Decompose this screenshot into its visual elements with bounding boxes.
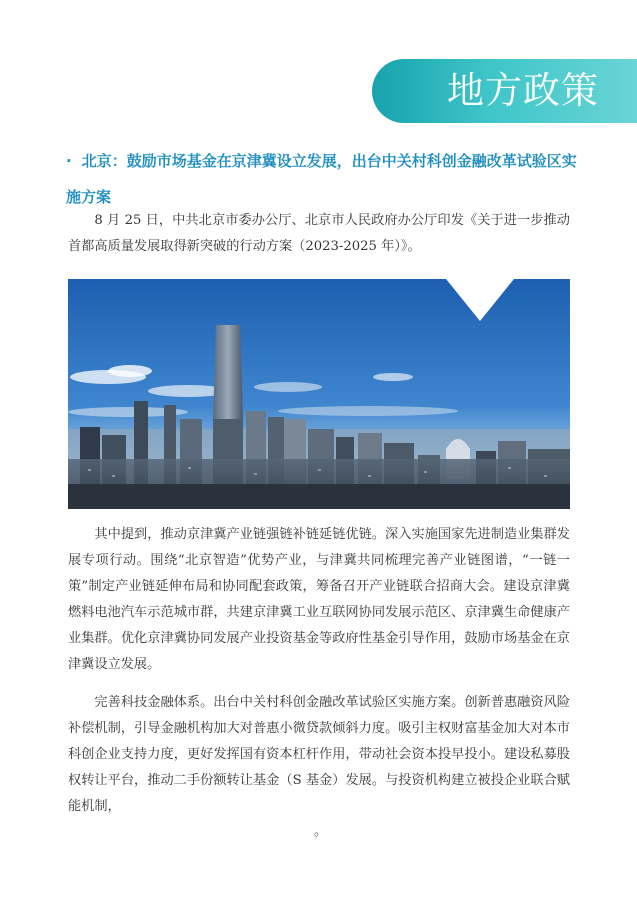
heading-bullet: · [66,152,72,170]
section-banner [372,59,637,123]
city-skyline-photo [68,279,570,509]
paragraph-intro: 8 月 25 日，中共北京市委办公厅、北京市人民政府办公厅印发《关于进一步推动首都高质量发展取得新突破的行动方案（2023-2025 年）》。 [68,213,570,254]
section-heading [66,143,586,215]
banner-title: 地方政策 [447,69,599,112]
footer-mark: 。 [314,824,328,839]
paragraph-finance: 完善科技金融体系。出台中关村科创金融改革试验区实施方案。创新普惠融资风险补偿机制，引导金融机构加大对普惠小微贷款倾斜力度。吸引主权财富基金加大对本市科创企业支持力度，更好发挥国有资本杠杆作用，带动社会资本投早投小。建设私募股权转让平台，推动二手份额转让基金（S 基金）发展。与投资机构建立被投企业联合赋能机制， [68,695,570,814]
paragraph-industry-chain: 其中提到，推动京津冀产业链强链补链延链优链。深入实施国家先进制造业集群发展专项行动。围绕“北京智造”优势产业，与津冀共同梳理完善产业链图谱，“一链一策”制定产业链延伸布局和协同配套政策，筹备召开产业链联合招商大会。建设京津冀燃料电池汽车示范城市群，共建京津冀工业互联网协同发展示范区、京津冀生命健康产业集群。优化京津冀协同发展产业投资基金等政府性基金引导作用，鼓励市场基金在京津冀设立发展。 [68,527,570,672]
heading-text: 北京：鼓励市场基金在京津冀设立发展，出台中关村科创金融改革试验区实施方案 [66,152,577,206]
